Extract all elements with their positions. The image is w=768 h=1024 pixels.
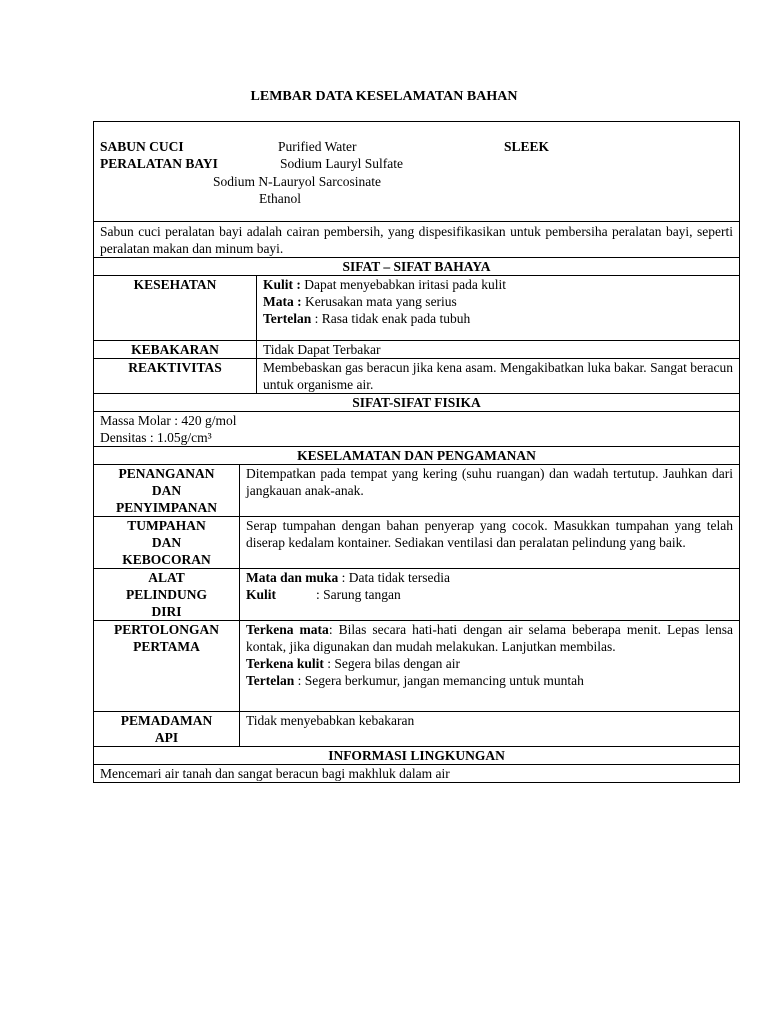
handling-label-3: PENYIMPANAN xyxy=(116,500,217,515)
ingredient-4: Ethanol xyxy=(259,191,301,206)
firstaid-eye-label: Terkena mata xyxy=(246,622,329,637)
reactivity-row xyxy=(94,359,740,394)
handling-label-2: DAN xyxy=(151,483,182,498)
health-skin-label: Kulit : xyxy=(263,277,301,292)
physical-header-row xyxy=(94,394,740,412)
health-label: KESEHATAN xyxy=(94,276,257,341)
ppe-eye-text: : Data tidak tersedia xyxy=(341,570,450,585)
extinguish-label-2: API xyxy=(154,730,179,745)
reactivity-text: Membebaskan gas beracun jika kena asam. Mengakibatkan luka bakar. Sangat beracun untuk organisme air. xyxy=(257,359,740,394)
product-row xyxy=(94,122,740,222)
ppe-label-3: DIRI xyxy=(151,604,182,619)
physical-header: SIFAT-SIFAT FISIKA xyxy=(94,394,740,412)
health-skin-text: Dapat menyebabkan iritasi pada kulit xyxy=(304,277,506,292)
extinguish-row xyxy=(94,712,740,747)
health-skin xyxy=(263,276,733,293)
fire-row xyxy=(94,341,740,359)
ppe-skin-text: : Sarung tangan xyxy=(316,587,401,602)
environment-text: Mencemari air tanah dan sangat beracun bagi makhluk dalam air xyxy=(94,765,740,783)
firstaid-swallow xyxy=(246,672,733,689)
ppe-label-2: PELINDUNG xyxy=(125,587,207,602)
description-text: Sabun cuci peralatan bayi adalah cairan pembersih, yang dispesifikasikan untuk pembersiha peralatan bayi, seperti peralatan makan dan minum bayi. xyxy=(94,222,740,258)
ingredient-2: Sodium Lauryl Sulfate xyxy=(280,156,403,171)
physical-content xyxy=(94,412,740,447)
handling-text: Ditempatkan pada tempat yang kering (suhu ruangan) dan wadah tertutup. Jauhkan dari jangkauan anak-anak. xyxy=(240,465,740,517)
handling-row xyxy=(94,465,740,517)
handling-label-1: PENANGANAN xyxy=(118,466,215,481)
ppe-content xyxy=(240,569,740,621)
spill-label-1: TUMPAHAN xyxy=(127,518,206,533)
spill-label-3: KEBOCORAN xyxy=(122,552,211,567)
ppe-eye xyxy=(246,569,733,586)
ppe-label-1: ALAT xyxy=(148,570,185,585)
safety-data-table xyxy=(93,121,740,783)
product-cell xyxy=(94,122,740,222)
hazards-header-row xyxy=(94,258,740,276)
health-eye-text: Kerusakan mata yang serius xyxy=(304,294,457,309)
firstaid-row xyxy=(94,621,740,712)
ingredient-1: Purified Water xyxy=(278,139,357,154)
fire-label: KEBAKARAN xyxy=(94,341,257,359)
firstaid-skin-text: : Segera bilas dengan air xyxy=(327,656,460,671)
health-swallow-label: Tertelan xyxy=(263,311,312,326)
physical-row xyxy=(94,412,740,447)
firstaid-content xyxy=(240,621,740,712)
health-eye-label: Mata : xyxy=(263,294,302,309)
firstaid-label-2: PERTAMA xyxy=(133,639,200,654)
health-swallow-text: : Rasa tidak enak pada tubuh xyxy=(314,311,471,326)
density: Densitas : 1.05g/cm³ xyxy=(100,430,212,445)
fire-text: Tidak Dapat Terbakar xyxy=(257,341,740,359)
firstaid-skin xyxy=(246,655,733,672)
handling-label xyxy=(94,465,240,517)
product-brand: SLEEK xyxy=(504,139,550,154)
firstaid-label-1: PERTOLONGAN xyxy=(113,622,220,637)
hazards-header: SIFAT – SIFAT BAHAYA xyxy=(94,258,740,276)
product-name-line1: SABUN CUCI xyxy=(100,139,184,154)
spill-row xyxy=(94,517,740,569)
environment-row xyxy=(94,765,740,783)
molar-mass: Massa Molar : 420 g/mol xyxy=(100,413,237,428)
ppe-label xyxy=(94,569,240,621)
ppe-skin-label: Kulit xyxy=(246,587,277,602)
safety-header: KESELAMATAN DAN PENGAMANAN xyxy=(94,447,740,465)
environment-header-row xyxy=(94,747,740,765)
firstaid-label xyxy=(94,621,240,712)
ppe-row xyxy=(94,569,740,621)
ingredient-3: Sodium N-Lauryol Sarcosinate xyxy=(213,174,381,189)
spill-label xyxy=(94,517,240,569)
environment-header: INFORMASI LINGKUNGAN xyxy=(94,747,740,765)
firstaid-skin-label: Terkena kulit xyxy=(246,656,324,671)
extinguish-label-1: PEMADAMAN xyxy=(120,713,213,728)
spill-label-2: DAN xyxy=(151,535,182,550)
firstaid-swallow-label: Tertelan xyxy=(246,673,295,688)
spill-text: Serap tumpahan dengan bahan penyerap yang cocok. Masukkan tumpahan yang telah diserap kedalam kontainer. Sediakan ventilasi dan peralatan pelindung yang baik. xyxy=(240,517,740,569)
product-name-line2: PERALATAN BAYI xyxy=(100,156,218,171)
health-swallow xyxy=(263,310,733,327)
health-row xyxy=(94,276,740,341)
document-title: LEMBAR DATA KESELAMATAN BAHAN xyxy=(250,89,518,104)
ppe-eye-label: Mata dan muka xyxy=(246,570,339,585)
health-eye xyxy=(263,293,733,310)
health-content xyxy=(257,276,740,341)
firstaid-swallow-text: : Segera berkumur, jangan memancing untuk muntah xyxy=(297,673,584,688)
reactivity-label: REAKTIVITAS xyxy=(94,359,257,394)
firstaid-eye xyxy=(246,621,733,655)
description-row xyxy=(94,222,740,258)
firstaid-eye-text: : Bilas secara hati-hati dengan air selama beberapa menit. Lepas lensa kontak, jika digunakan dan mudah melakukan. Lanjutkan membilas. xyxy=(246,622,734,654)
extinguish-text: Tidak menyebabkan kebakaran xyxy=(240,712,740,747)
ppe-skin xyxy=(246,586,733,603)
safety-header-row xyxy=(94,447,740,465)
extinguish-label xyxy=(94,712,240,747)
